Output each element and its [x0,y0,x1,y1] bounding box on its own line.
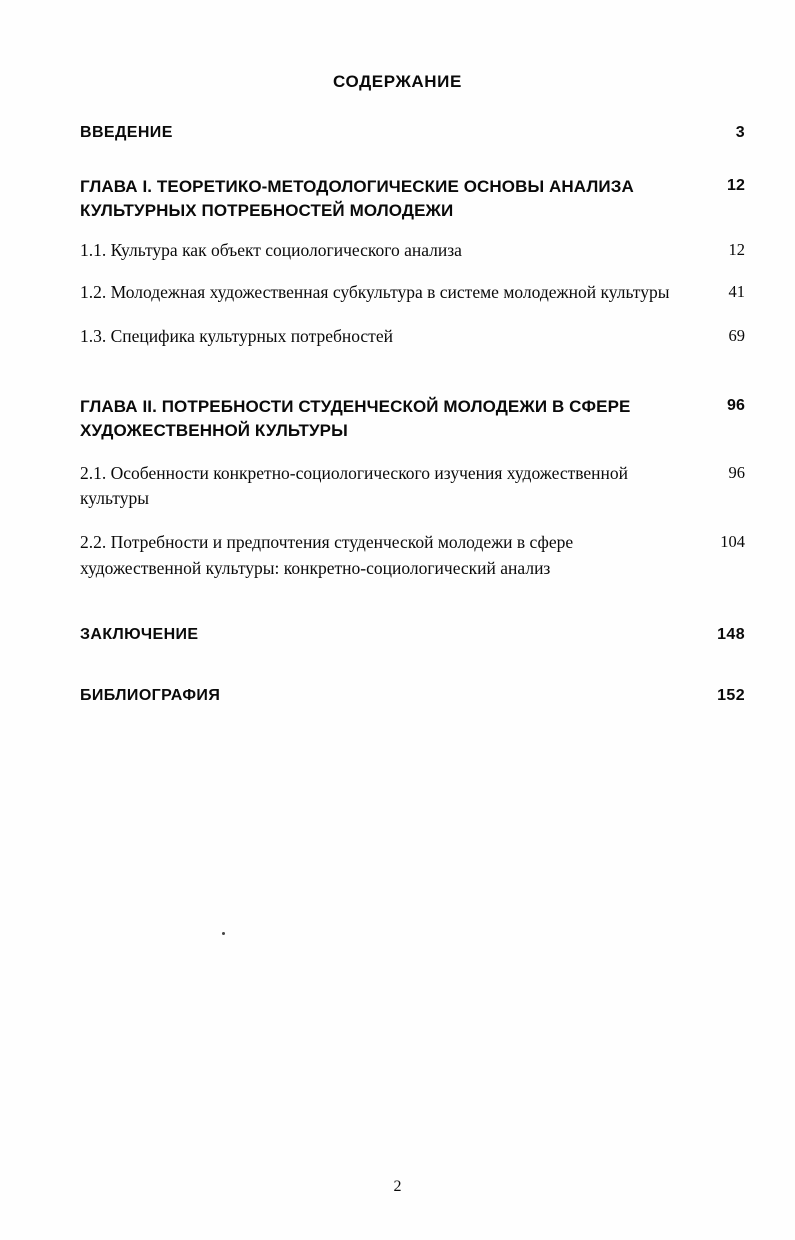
toc-entry[interactable] [80,280,745,306]
toc-entry-page: 69 [728,326,745,346]
toc-entry[interactable] [80,395,745,443]
toc-entry-label: ГЛАВА II. ПОТРЕБНОСТИ СТУДЕНЧЕСКОЙ МОЛОДЕЖИ В СФЕРЕ ХУДОЖЕСТВЕННОЙ КУЛЬТУРЫ [80,396,631,440]
toc-entry[interactable] [80,685,745,708]
toc-entry-label: 2.2. Потребности и предпочтения студенческой молодежи в сфере художественной культуры: конкретно-социологический анализ [80,532,574,579]
toc-entry-label: ВВЕДЕНИЕ [80,124,173,141]
toc-entry[interactable] [80,624,745,647]
toc-entry-page: 96 [728,462,745,482]
page-speck [222,932,225,935]
toc-entry-label: 2.1. Особенности конкретно-социологического изучения художественной культуры [80,462,629,509]
toc-entry-label: ГЛАВА I. ТЕОРЕТИКО-МЕТОДОЛОГИЧЕСКИЕ ОСНОВЫ АНАЛИЗА КУЛЬТУРНЫХ ПОТРЕБНОСТЕЙ МОЛОДЕЖИ [80,176,634,220]
toc-entry-page: 148 [717,626,745,644]
toc-entry-label: 1.3. Специфика культурных потребностей [80,326,393,347]
toc-entry-label: ЗАКЛЮЧЕНИЕ [80,626,199,644]
toc-entry-page: 12 [728,240,745,260]
toc-entry[interactable] [80,324,745,350]
toc-entry[interactable] [80,175,745,223]
toc-entry-page: 41 [728,282,745,302]
toc-entry[interactable] [80,461,745,513]
toc-entry-page: 96 [727,396,745,414]
toc-entry-label: БИБЛИОГРАФИЯ [80,686,221,704]
toc-entry-page: 3 [735,124,745,141]
toc-entry-page: 12 [727,176,745,194]
toc-entry[interactable] [80,530,745,582]
toc-entry-page: 152 [717,686,745,704]
page-number: 2 [393,1178,402,1195]
toc-entry-label: 1.1. Культура как объект социологического анализа [80,240,462,261]
toc-entry[interactable] [80,122,745,145]
toc-entry-page: 104 [720,532,745,552]
toc-entry[interactable] [80,238,745,264]
toc-entry-label: 1.2. Молодежная художественная субкультура в системе молодежной культуры [80,282,670,303]
table-of-contents [80,122,745,708]
page-title: СОДЕРЖАНИЕ [333,72,462,91]
